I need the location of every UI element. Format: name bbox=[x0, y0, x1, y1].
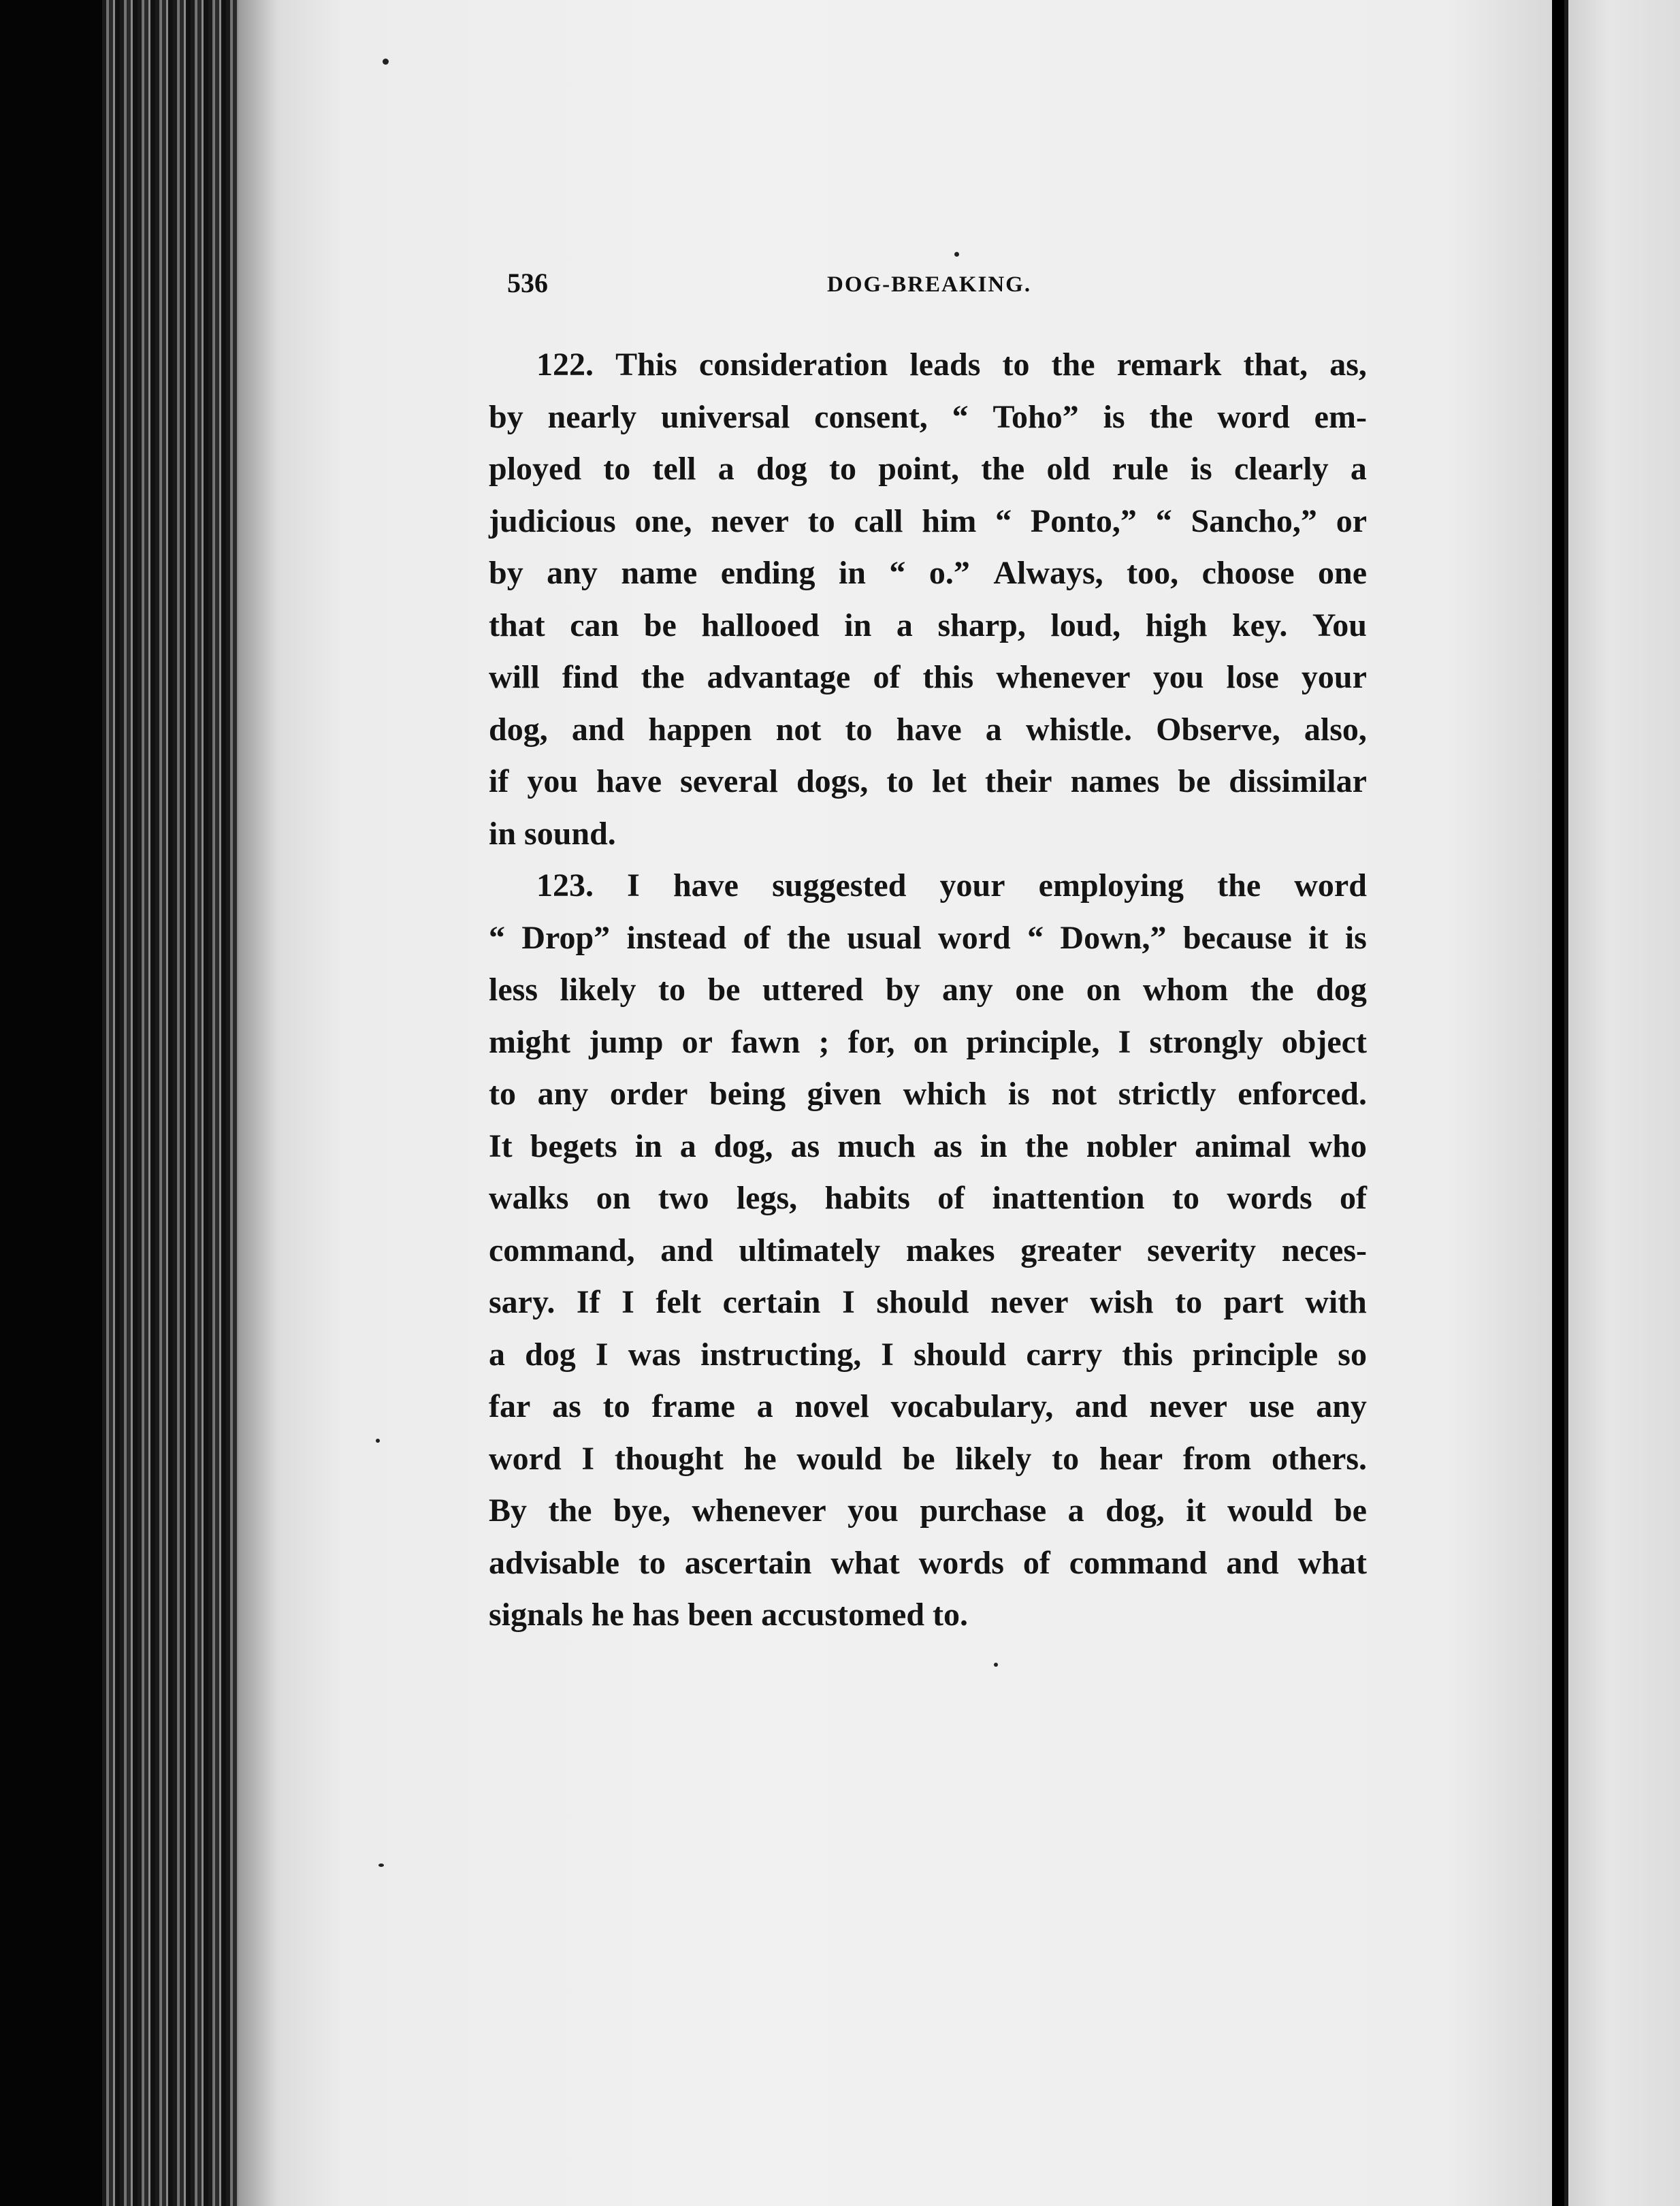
word: rule bbox=[1112, 451, 1169, 487]
word: the bbox=[1024, 1128, 1069, 1164]
text-line bbox=[489, 1381, 1367, 1433]
word: point, bbox=[878, 451, 959, 487]
word: nobler bbox=[1086, 1128, 1178, 1164]
word: whenever bbox=[692, 1492, 826, 1529]
word: so bbox=[1338, 1336, 1367, 1373]
word: vocabulary, bbox=[890, 1388, 1054, 1424]
word: makes bbox=[905, 1232, 995, 1268]
word: advantage bbox=[707, 659, 851, 695]
word: key. bbox=[1231, 607, 1288, 643]
word: of bbox=[937, 1180, 965, 1216]
word: as bbox=[552, 1388, 581, 1424]
word: clearly bbox=[1233, 451, 1329, 487]
text-line bbox=[489, 964, 1367, 1017]
word: a bbox=[1350, 451, 1367, 487]
text-line bbox=[489, 1068, 1367, 1121]
word: use bbox=[1248, 1388, 1295, 1424]
word: dog, bbox=[489, 711, 548, 748]
word: hallooed bbox=[701, 607, 820, 643]
word: one, bbox=[634, 502, 692, 539]
word: several bbox=[680, 763, 778, 799]
word: I bbox=[621, 1284, 634, 1320]
word: dog bbox=[525, 1336, 576, 1373]
word: never bbox=[1149, 1388, 1227, 1424]
word: ascertain bbox=[684, 1544, 812, 1581]
word: Observe, bbox=[1156, 711, 1280, 748]
word: judicious bbox=[489, 502, 616, 539]
word: never bbox=[711, 502, 789, 539]
word: others. bbox=[1272, 1440, 1367, 1477]
word: This bbox=[615, 347, 677, 383]
word: to bbox=[638, 1544, 666, 1581]
word: that, bbox=[1243, 347, 1308, 383]
word: have bbox=[596, 763, 662, 799]
word: your bbox=[939, 867, 1005, 904]
word: uttered bbox=[762, 972, 864, 1008]
word: not bbox=[1051, 1076, 1097, 1112]
word: on bbox=[1086, 972, 1121, 1008]
word: Sancho,” bbox=[1191, 502, 1317, 539]
word: call bbox=[854, 502, 903, 539]
facing-page-edge bbox=[1564, 0, 1680, 2206]
word: any bbox=[537, 1076, 589, 1112]
word: employing bbox=[1038, 867, 1184, 904]
word: it bbox=[1308, 919, 1329, 956]
word: any bbox=[1316, 1388, 1367, 1424]
word: dogs, bbox=[796, 763, 869, 799]
word: as, bbox=[1329, 347, 1367, 383]
text-line bbox=[489, 912, 1367, 965]
word: Always, bbox=[993, 555, 1103, 591]
word: fawn bbox=[731, 1023, 801, 1060]
word: your bbox=[1301, 659, 1367, 695]
word: to bbox=[1175, 1284, 1203, 1320]
word: word bbox=[489, 1440, 562, 1477]
word: it bbox=[1186, 1492, 1206, 1529]
word: to bbox=[1052, 1440, 1080, 1477]
word: instructing, bbox=[700, 1336, 862, 1373]
word: 122. bbox=[536, 347, 594, 383]
word: is bbox=[1190, 451, 1212, 487]
word: consideration bbox=[698, 347, 888, 383]
word: I bbox=[842, 1284, 855, 1320]
word: on bbox=[913, 1023, 948, 1060]
word: and bbox=[571, 711, 625, 748]
word: to bbox=[829, 451, 856, 487]
word: I bbox=[881, 1336, 894, 1373]
word: a bbox=[679, 1128, 696, 1164]
word: “ bbox=[889, 555, 906, 591]
word: a bbox=[756, 1388, 773, 1424]
word: “ bbox=[489, 919, 505, 956]
word: the bbox=[548, 1492, 592, 1529]
word: to bbox=[845, 711, 873, 748]
word: be bbox=[643, 607, 677, 643]
word: purchase bbox=[920, 1492, 1047, 1529]
word: the bbox=[641, 659, 685, 695]
word: in bbox=[844, 607, 872, 643]
text-line bbox=[489, 1329, 1367, 1381]
word: as bbox=[933, 1128, 963, 1164]
word: far bbox=[489, 1388, 531, 1424]
word: ultimately bbox=[739, 1232, 881, 1268]
word: “ bbox=[995, 502, 1012, 539]
word: Down,” bbox=[1060, 919, 1167, 956]
word: nearly bbox=[547, 398, 637, 435]
word: the bbox=[1149, 398, 1193, 435]
word: usual bbox=[847, 919, 922, 956]
word: em- bbox=[1314, 398, 1367, 435]
word: by bbox=[489, 398, 523, 435]
word: likely bbox=[955, 1440, 1032, 1477]
word: to bbox=[886, 763, 914, 799]
word: be bbox=[1334, 1492, 1367, 1529]
word: legs, bbox=[736, 1180, 798, 1216]
word: the bbox=[786, 919, 830, 956]
word: what bbox=[830, 1544, 900, 1581]
word: thought bbox=[614, 1440, 724, 1477]
word: words bbox=[918, 1544, 1004, 1581]
word: By bbox=[489, 1492, 528, 1529]
word: a bbox=[717, 451, 734, 487]
word: is bbox=[1103, 398, 1125, 435]
word: find bbox=[562, 659, 619, 695]
word: o.” bbox=[928, 555, 970, 591]
word: name bbox=[621, 555, 698, 591]
word: in bbox=[838, 555, 866, 591]
word: also, bbox=[1304, 711, 1367, 748]
word: the bbox=[981, 451, 1025, 487]
word: words bbox=[1227, 1180, 1312, 1216]
word: one bbox=[1015, 972, 1065, 1008]
word: have bbox=[896, 711, 962, 748]
word: any bbox=[942, 972, 993, 1008]
word: might bbox=[489, 1023, 570, 1060]
word: high bbox=[1145, 607, 1208, 643]
word: will bbox=[489, 659, 540, 695]
word: a bbox=[489, 1336, 505, 1373]
word: principle bbox=[1193, 1336, 1319, 1373]
word: two bbox=[658, 1180, 709, 1216]
word: being bbox=[709, 1076, 786, 1112]
text-line: in sound. bbox=[489, 815, 616, 852]
word: to bbox=[1002, 347, 1030, 383]
word: strongly bbox=[1149, 1023, 1263, 1060]
word: tell bbox=[652, 451, 696, 487]
word: dog bbox=[1316, 972, 1367, 1008]
word: and bbox=[660, 1232, 713, 1268]
page-edges bbox=[102, 0, 238, 2206]
word: a bbox=[896, 607, 913, 643]
word: It bbox=[489, 1128, 513, 1164]
word: dog bbox=[756, 451, 807, 487]
word: greater bbox=[1020, 1232, 1122, 1268]
word: the bbox=[1250, 972, 1294, 1008]
word: the bbox=[1051, 347, 1095, 383]
word: was bbox=[628, 1336, 681, 1373]
word: of bbox=[873, 659, 901, 695]
word: 123. bbox=[536, 867, 594, 904]
word: suggested bbox=[772, 867, 907, 904]
word: You bbox=[1312, 607, 1367, 643]
word: whenever bbox=[996, 659, 1131, 695]
word: sharp, bbox=[937, 607, 1026, 643]
book-binding-shadow bbox=[0, 0, 102, 2206]
word: dog, bbox=[713, 1128, 773, 1164]
word: given bbox=[807, 1076, 882, 1112]
text-line bbox=[489, 496, 1367, 548]
running-head: DOG-BREAKING. bbox=[827, 272, 1032, 297]
word: to bbox=[807, 502, 835, 539]
ink-speck bbox=[954, 252, 959, 257]
word: you bbox=[847, 1492, 899, 1529]
text-line bbox=[489, 1121, 1367, 1173]
word: you bbox=[1152, 659, 1204, 695]
body-text bbox=[489, 339, 1367, 1642]
word: be bbox=[902, 1440, 935, 1477]
word: is bbox=[1007, 1076, 1030, 1112]
text-line bbox=[489, 391, 1367, 444]
word: or bbox=[681, 1023, 713, 1060]
text-line bbox=[489, 1485, 1367, 1537]
word: whom bbox=[1142, 972, 1229, 1008]
word: to bbox=[603, 451, 631, 487]
word: whistle. bbox=[1025, 711, 1132, 748]
word: as bbox=[790, 1128, 820, 1164]
word: If bbox=[576, 1284, 600, 1320]
word: a bbox=[1067, 1492, 1084, 1529]
word: word bbox=[1217, 398, 1290, 435]
word: I bbox=[595, 1336, 609, 1373]
word: order bbox=[609, 1076, 688, 1112]
word: “ bbox=[1155, 502, 1172, 539]
word: to bbox=[489, 1076, 516, 1112]
word: begets bbox=[530, 1128, 617, 1164]
word: I bbox=[627, 867, 640, 904]
word: habits bbox=[824, 1180, 910, 1216]
word: of bbox=[1022, 1544, 1050, 1581]
word: ; bbox=[818, 1023, 830, 1060]
text-line bbox=[489, 1017, 1367, 1069]
ink-speck bbox=[376, 1439, 380, 1443]
word: he bbox=[743, 1440, 777, 1477]
word: “ bbox=[1027, 919, 1044, 956]
word: happen bbox=[648, 711, 752, 748]
word: with bbox=[1305, 1284, 1367, 1320]
word: strictly bbox=[1118, 1076, 1216, 1112]
page-number: 536 bbox=[507, 268, 548, 298]
word: be bbox=[1178, 763, 1211, 799]
ink-speck bbox=[994, 1663, 998, 1667]
word: any bbox=[547, 555, 598, 591]
word: of bbox=[1340, 1180, 1367, 1216]
word: word bbox=[938, 919, 1011, 956]
word: this bbox=[1122, 1336, 1174, 1373]
word: remark bbox=[1116, 347, 1222, 383]
word: walks bbox=[489, 1180, 569, 1216]
text-line bbox=[489, 339, 1367, 391]
word: choose bbox=[1201, 555, 1295, 591]
word: neces- bbox=[1281, 1232, 1367, 1268]
word: Toho” bbox=[992, 398, 1079, 435]
word: to bbox=[1172, 1180, 1199, 1216]
word: what bbox=[1297, 1544, 1367, 1581]
text-line bbox=[489, 600, 1367, 652]
word: jump bbox=[589, 1023, 664, 1060]
word: to bbox=[658, 972, 685, 1008]
word: dog, bbox=[1105, 1492, 1165, 1529]
text-line bbox=[489, 1433, 1367, 1486]
word: one bbox=[1318, 555, 1367, 591]
word: of bbox=[743, 919, 771, 956]
word: to bbox=[602, 1388, 630, 1424]
word: the bbox=[1217, 867, 1261, 904]
word: if bbox=[489, 763, 509, 799]
word: should bbox=[914, 1336, 1007, 1373]
word: bye, bbox=[613, 1492, 671, 1529]
word: felt bbox=[656, 1284, 701, 1320]
text-line bbox=[489, 652, 1367, 704]
word: which bbox=[903, 1076, 987, 1112]
word: word bbox=[1294, 867, 1367, 904]
word: carry bbox=[1026, 1336, 1103, 1373]
word: by bbox=[489, 555, 523, 591]
ink-speck bbox=[383, 59, 389, 65]
word: their bbox=[984, 763, 1052, 799]
word: Ponto,” bbox=[1030, 502, 1137, 539]
text-line bbox=[489, 704, 1367, 756]
word: a bbox=[985, 711, 1002, 748]
word: advisable bbox=[489, 1544, 620, 1581]
word: let bbox=[932, 763, 967, 799]
word: because bbox=[1182, 919, 1292, 956]
word: ployed bbox=[489, 451, 582, 487]
word: can bbox=[570, 607, 619, 643]
word: inattention bbox=[992, 1180, 1145, 1216]
word: in bbox=[634, 1128, 662, 1164]
word: hear bbox=[1099, 1440, 1163, 1477]
text-line bbox=[489, 1277, 1367, 1329]
word: likely bbox=[560, 972, 636, 1008]
word: be bbox=[707, 972, 741, 1008]
word: part bbox=[1223, 1284, 1284, 1320]
word: him bbox=[922, 502, 977, 539]
word: universal bbox=[660, 398, 790, 435]
word: ending bbox=[720, 555, 815, 591]
word: have bbox=[673, 867, 739, 904]
word: loud, bbox=[1050, 607, 1121, 643]
word: from bbox=[1182, 1440, 1252, 1477]
word: command bbox=[1069, 1544, 1208, 1581]
word: on bbox=[596, 1180, 631, 1216]
word: animal bbox=[1195, 1128, 1291, 1164]
word: not bbox=[775, 711, 822, 748]
word: dissimilar bbox=[1229, 763, 1367, 799]
word: should bbox=[876, 1284, 969, 1320]
text-line bbox=[489, 1537, 1367, 1590]
text-line bbox=[489, 547, 1367, 600]
text-line bbox=[489, 1172, 1367, 1225]
word: command, bbox=[489, 1232, 635, 1268]
word: less bbox=[489, 972, 538, 1008]
word: is bbox=[1344, 919, 1367, 956]
word: in bbox=[980, 1128, 1007, 1164]
word: object bbox=[1281, 1023, 1367, 1060]
word: I bbox=[581, 1440, 595, 1477]
word: principle, bbox=[966, 1023, 1100, 1060]
word: consent, bbox=[814, 398, 928, 435]
word: for, bbox=[847, 1023, 895, 1060]
word: who bbox=[1308, 1128, 1367, 1164]
word: old bbox=[1046, 451, 1091, 487]
word: too, bbox=[1127, 555, 1179, 591]
word: would bbox=[796, 1440, 882, 1477]
word: and bbox=[1075, 1388, 1128, 1424]
word: certain bbox=[722, 1284, 821, 1320]
page-header bbox=[507, 267, 1365, 308]
text-line bbox=[489, 1225, 1367, 1277]
word: you bbox=[527, 763, 579, 799]
page-gutter bbox=[1552, 0, 1564, 2206]
word: leads bbox=[909, 347, 981, 383]
word: by bbox=[885, 972, 920, 1008]
ink-speck bbox=[378, 1864, 384, 1867]
word: severity bbox=[1147, 1232, 1257, 1268]
word: never bbox=[990, 1284, 1069, 1320]
text-line bbox=[489, 756, 1367, 808]
word: would bbox=[1227, 1492, 1313, 1529]
word: much bbox=[837, 1128, 916, 1164]
word: lose bbox=[1226, 659, 1279, 695]
word: novel bbox=[794, 1388, 869, 1424]
word: or bbox=[1336, 502, 1367, 539]
word: enforced. bbox=[1238, 1076, 1367, 1112]
word: I bbox=[1118, 1023, 1131, 1060]
word: “ bbox=[952, 398, 969, 435]
text-line: signals he has been accustomed to. bbox=[489, 1597, 969, 1633]
word: and bbox=[1226, 1544, 1279, 1581]
word: names bbox=[1070, 763, 1160, 799]
text-line bbox=[489, 860, 1367, 912]
word: this bbox=[922, 659, 974, 695]
word: sary. bbox=[489, 1284, 555, 1320]
word: frame bbox=[651, 1388, 735, 1424]
word: that bbox=[489, 607, 545, 643]
word: instead bbox=[626, 919, 727, 956]
word: Drop” bbox=[521, 919, 611, 956]
word: wish bbox=[1090, 1284, 1154, 1320]
text-line bbox=[489, 443, 1367, 496]
